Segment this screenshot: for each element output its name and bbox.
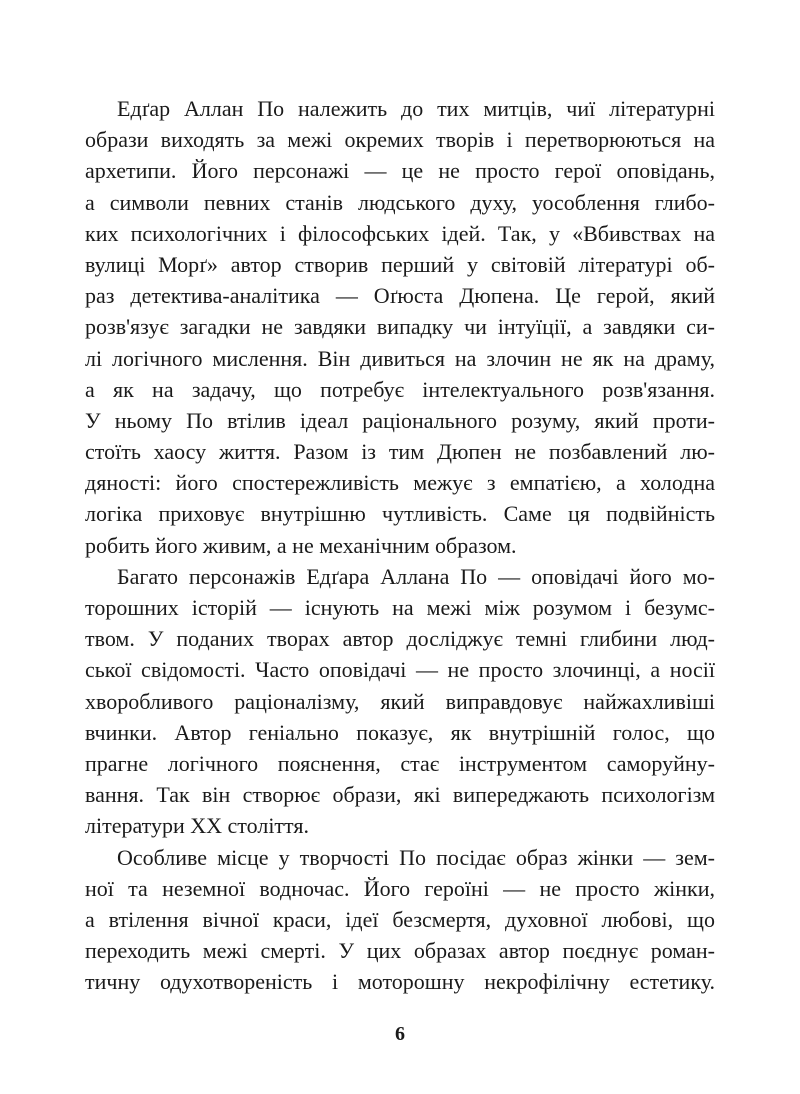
text-line: розв'язує загадки не завдяки випадку чи інтуїції, а завдяки си- <box>85 314 715 340</box>
text-line: раз детектива-аналітика — Оґюста Дюпена. Це герой, який <box>85 283 715 309</box>
text-line: логіка приховує внутрішню чутливість. Саме ця подвійність <box>85 501 715 527</box>
text-line: а втілення вічної краси, ідеї безсмертя, духовної любові, що <box>85 906 715 932</box>
paragraph-1 <box>85 93 715 561</box>
text-line: вання. Так він створює образи, які випереджають психологізм <box>85 782 715 808</box>
text-line: робить його живим, а не механічним образом. <box>85 532 517 558</box>
text-line: лі логічного мислення. Він дивиться на злочин не як на драму, <box>85 345 715 371</box>
text-line: а символи певних станів людського духу, уособлення глибо- <box>85 189 715 215</box>
text-line: ної та неземної водночас. Його героїні — не просто жінки, <box>85 875 715 901</box>
text-line: літератури ХХ століття. <box>85 813 309 839</box>
text-line: а як на задачу, що потребує інтелектуального розв'язання. <box>85 376 715 402</box>
text-line: У ньому По втілив ідеал раціонального розуму, який проти- <box>85 407 715 433</box>
text-line: образи виходять за межі окремих творів і перетворюються на <box>85 127 715 153</box>
text-line: Особливе місце у творчості По посідає образ жінки — зем- <box>117 844 715 870</box>
text-line: ких психологічних і філософських ідей. Так, у «Вбивствах на <box>85 220 715 246</box>
text-line: переходить межі смерті. У цих образах автор поєднує роман- <box>85 938 715 964</box>
text-line: ської свідомості. Часто оповідачі — не просто злочинці, а носії <box>85 657 715 683</box>
text-line: прагне логічного пояснення, стає інструментом саморуйну- <box>85 750 715 776</box>
text-line: торошних історій — існують на межі між розумом і безумс- <box>85 595 715 620</box>
text-line: архетипи. Його персонажі — це не просто герої оповідань, <box>85 158 715 184</box>
text-line: вулиці Морґ» автор створив перший у світовій літературі об- <box>85 251 715 277</box>
body-text <box>85 93 715 997</box>
page-number: 6 <box>395 1023 405 1045</box>
text-line: хворобливого раціоналізму, який виправдовує найжахливіші <box>85 688 715 714</box>
text-line: твом. У поданих творах автор досліджує темні глибини люд- <box>85 626 715 652</box>
text-line: Едґар Аллан По належить до тих митців, чиї літературні <box>117 96 715 121</box>
paragraph-3 <box>85 842 715 998</box>
paragraph-2 <box>85 561 715 842</box>
text-line: тичну одухотвореність і моторошну некрофілічну естетику. <box>85 969 715 995</box>
text-line: стоїть хаосу життя. Разом із тим Дюпен не позбавлений лю- <box>85 439 715 465</box>
text-line: дяності: його спостережливість межує з емпатією, а холодна <box>85 470 715 496</box>
text-line: Багато персонажів Едґара Аллана По — оповідачі його мо- <box>117 563 715 589</box>
text-line: вчинки. Автор геніально показує, як внутрішній голос, що <box>85 719 715 745</box>
